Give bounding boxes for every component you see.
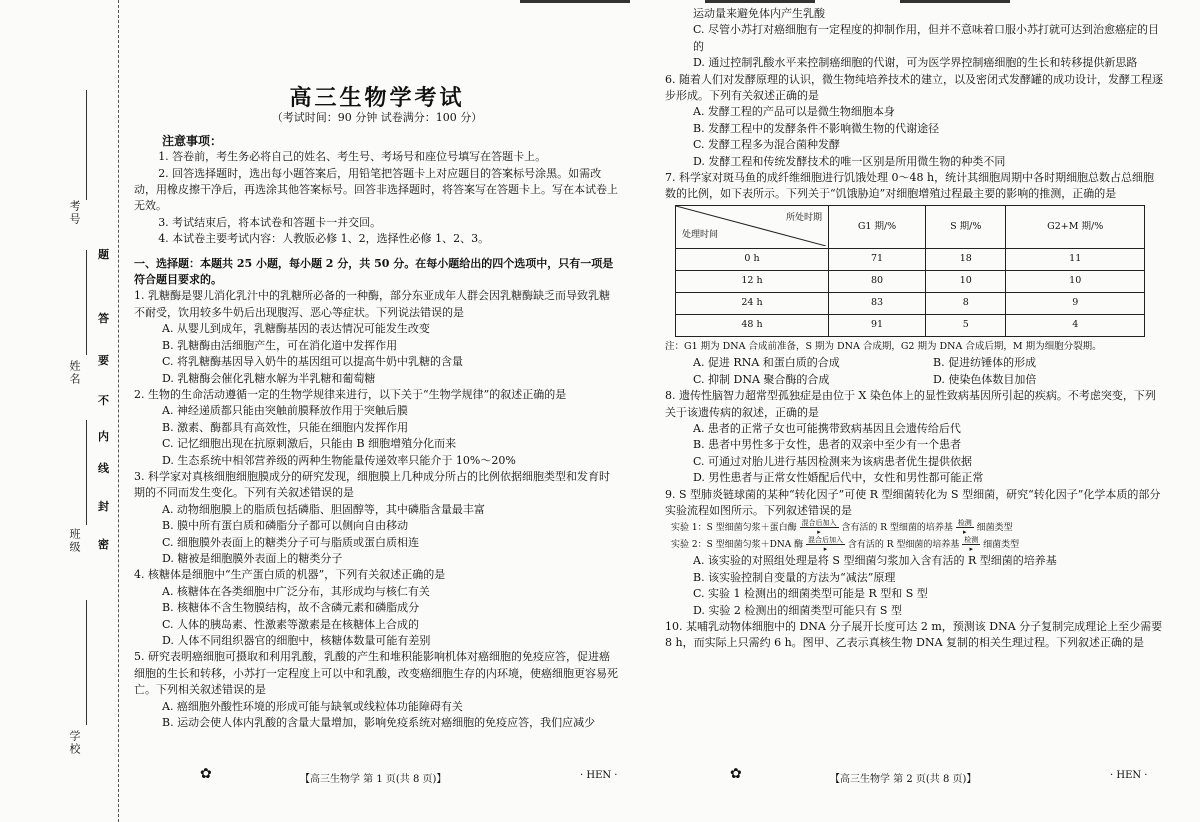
question-option: C. 实验 1 检测出的细菌类型可能是 R 型和 S 型 <box>693 587 928 601</box>
page-2 <box>665 6 1165 652</box>
question-option: C. 将乳糖酶基因导入奶牛的基因组可以提高牛奶中乳糖的含量 <box>162 355 464 369</box>
table-row <box>676 248 1145 270</box>
table-cell: 5 <box>926 314 1006 336</box>
question-option: C. 尽管小苏打对癌细胞有一定程度的抑制作用，但并不意味着口服小苏打就可达到治愈癌症的目的 <box>693 23 1160 53</box>
question-stem: 10. 某哺乳动物体细胞中的 DNA 分子展开长度可达 2 m，预测该 DNA 分子复制完成理论上至少需要 8 h，而实际上只需约 6 h。图甲、乙表示真核生物 DNA 复制的相关生理过程。下列叙述正确的是 <box>665 619 1163 650</box>
margin-field-school: 学校 <box>68 730 81 756</box>
question-6 <box>665 72 1165 170</box>
question-option: B. 患者中男性多于女性，患者的双亲中至少有一个患者 <box>693 438 962 452</box>
experiment-1-flow <box>665 519 1165 536</box>
exp-2-material: 实验 2：S 型细菌匀浆＋DNA 酶 <box>671 540 804 551</box>
publisher-logo-icon: ✿ <box>730 766 742 782</box>
question-7 <box>665 170 1165 388</box>
margin-field-name: 姓名 <box>68 360 81 386</box>
question-option: A. 发酵工程的产品可以是微生物细胞本身 <box>693 105 895 119</box>
school-underline <box>86 600 87 725</box>
table-cell: 91 <box>829 314 926 336</box>
notice-heading: 注意事项： <box>162 133 223 148</box>
exam-subtitle: （考试时间：90 分钟 试卷满分：100 分） <box>271 111 483 125</box>
question-option: D. 男性患者与正常女性婚配后代中，女性和男性都可能正常 <box>693 471 984 485</box>
notice-item: 1. 答卷前，考生务必将自己的姓名、考生号、考场号和座位号填写在答题卡上。 <box>158 150 547 164</box>
notice-item: 2. 回答选择题时，选出每小题答案后，用铅笔把答题卡上对应题目的答案标号涂黑。如需改动，用橡皮擦干净后，再选涂其他答案标号。回答非选择题时，将答案写在答题卡上。写在本试卷上无效。 <box>134 166 618 213</box>
question-option: A. 患者的正常子女也可能携带致病基因且会遗传给后代 <box>693 421 961 435</box>
page-2-footer: 【高三生物学 第 2 页(共 8 页)】 <box>830 774 977 785</box>
page-1-footer: 【高三生物学 第 1 页(共 8 页)】 <box>300 774 447 785</box>
question-stem: 4. 核糖体是细胞中“生产蛋白质的机器”，下列有关叙述正确的是 <box>134 568 446 582</box>
table-cell: 12 h <box>676 270 829 292</box>
question-option: C. 可通过对胎儿进行基因检测来为该病患者优生提供依据 <box>693 454 973 468</box>
table-cell: 8 <box>926 292 1006 314</box>
question-option: D. 通过控制乳酸水平来控制癌细胞的代谢，可为医学界控制癌细胞的生长和转移提供新思路 <box>693 56 1138 70</box>
exp-2-medium: 含有活的 R 型细菌的培养基 <box>847 540 960 551</box>
exam-title: 高三生物学考试 <box>289 85 465 111</box>
margin-field-exam-id: 考号 <box>68 200 81 226</box>
table-header: S 期/% <box>926 205 1006 248</box>
question-4 <box>134 567 620 649</box>
table-corner-cell <box>676 205 829 248</box>
question-option: C. 抑制 DNA 聚合酶的合成 <box>693 372 830 386</box>
exp-1-medium: 含有活的 R 型细菌的培养基 <box>841 523 953 534</box>
table-row <box>676 270 1145 292</box>
question-10 <box>665 619 1165 652</box>
question-option: C. 发酵工程多为混合菌种发酵 <box>693 138 841 152</box>
question-option: B. 促进纺锤体的形成 <box>933 356 1037 370</box>
question-option: D. 乳糖酶会催化乳糖水解为半乳糖和葡萄糖 <box>162 371 376 385</box>
table-header: G2+M 期/% <box>1006 205 1145 248</box>
question-option: A. 促进 RNA 和蛋白质的合成 <box>693 356 840 370</box>
question-option-continued: 运动量来避免体内产生乳酸 <box>693 7 825 20</box>
exp-1-result: 细菌类型 <box>976 523 1013 534</box>
table-header: G1 期/% <box>829 205 926 248</box>
exp-2-arrow: 混合后加入 ▸ <box>807 536 843 554</box>
question-stem: 1. 乳糖酶是婴儿消化乳汁中的乳糖所必备的一种酶，部分东亚成年人群会因乳糖酶缺乏而导致乳糖不耐受，饮用较多牛奶后出现腹泻、恶心等症状。下列说法错误的是 <box>134 289 610 319</box>
table-cell: 71 <box>829 248 926 270</box>
question-option: C. 人体的胰岛素、性激素等激素是在核糖体上合成的 <box>162 617 420 631</box>
question-option: A. 神经递质都只能由突触前膜释放作用于突触后膜 <box>162 404 408 418</box>
question-1 <box>134 288 620 386</box>
question-option: B. 激素、酶都具有高效性，只能在细胞内发挥作用 <box>162 420 409 434</box>
question-option: C. 记忆细胞出现在抗原刺激后，只能由 B 细胞增殖分化而来 <box>162 437 457 451</box>
seal-char: 题 <box>98 248 109 261</box>
notice-item: 4. 本试卷主要考试内容：人教版必修 1、2，选择性必修 1、2、3。 <box>158 232 490 246</box>
top-edge-mark <box>520 0 630 3</box>
table-cell: 48 h <box>676 314 829 336</box>
question-option: C. 细胞膜外表面上的糖类分子可与脂质或蛋白质相连 <box>162 535 420 549</box>
question-8 <box>665 388 1165 486</box>
arrow-label: 混合后加入 <box>807 536 843 545</box>
question-stem: 3. 科学家对真核细胞细胞膜成分的研究发现，细胞膜上几种成分所占的比例依据细胞类型和发育时期的不同而发生变化。下列有关叙述错误的是 <box>134 469 610 500</box>
corner-label-phase: 所处时期 <box>785 212 822 223</box>
question-option: D. 人体不同组织器官的细胞中，核糖体数量可能有差别 <box>162 634 431 647</box>
question-option: B. 运动会使人体内乳酸的含量大量增加，影响免疫系统对癌细胞的免疫应答，我们应减少 <box>162 716 596 730</box>
table-cell: 10 <box>1006 270 1145 292</box>
table-cell: 9 <box>1006 292 1145 314</box>
question-5 <box>134 649 620 731</box>
question-9 <box>665 487 1165 619</box>
question-stem: 5. 研究表明癌细胞可摄取和利用乳酸，乳酸的产生和堆积能影响机体对癌细胞的免疫应答，促进癌细胞的生长和转移，小苏打一定程度上可以中和乳酸，改变癌细胞生存的内环境，使癌细胞更容易死亡。下列相关叙述错误的是 <box>134 650 618 697</box>
question-option: B. 核糖体不含生物膜结构，故不含磷元素和磷脂成分 <box>162 601 420 615</box>
question-3 <box>134 469 620 567</box>
question-stem: 8. 遗传性脑智力超常型孤独症是由位于 X 染色体上的显性致病基因所引起的疾病。不考虑突变，下列关于该遗传病的叙述，正确的是 <box>665 389 1156 419</box>
exam-id-underline <box>86 90 87 200</box>
arrow-label: 检测 <box>964 536 979 545</box>
question-option: D. 发酵工程和传统发酵技术的唯一区别是所用微生物的种类不同 <box>693 154 1006 168</box>
seal-char: 内 <box>98 430 109 443</box>
cell-cycle-table <box>675 205 1145 337</box>
table-header-row <box>676 205 1145 248</box>
question-2 <box>134 387 620 469</box>
question-option: A. 核糖体在各类细胞中广泛分布，其形成均与核仁有关 <box>162 584 430 598</box>
page-1 <box>134 6 620 731</box>
question-option: D. 实验 2 检测出的细菌类型可能只有 S 型 <box>693 603 902 617</box>
exp-1-arrow-detect: 检测 ▸ <box>957 519 972 537</box>
seal-char: 答 <box>98 312 109 325</box>
option-row <box>665 355 1165 371</box>
question-option: D. 糖被是细胞膜外表面上的糖类分子 <box>162 551 343 565</box>
question-stem: 7. 科学家对斑马鱼的成纤维细胞进行饥饿处理 0～48 h，统计其细胞周期中各时期细胞总数占总细胞数的比例，如下表所示。下列关于“饥饿胁迫”对细胞增殖过程最主要的影响的推测，正确的是 <box>665 171 1155 201</box>
question-option: B. 发酵工程中的发酵条件不影响微生物的代谢途径 <box>693 121 940 135</box>
notice-item: 3. 考试结束后，将本试卷和答题卡一并交回。 <box>158 215 382 229</box>
question-option: A. 癌细胞外酸性环境的形成可能与缺氧或线粒体功能障碍有关 <box>162 699 463 713</box>
seal-char: 线 <box>98 462 109 475</box>
table-cell: 83 <box>829 292 926 314</box>
margin-field-class: 班级 <box>68 528 81 554</box>
question-option: A. 从婴儿到成年，乳糖酶基因的表达情况可能发生改变 <box>162 322 430 336</box>
exp-1-material: 实验 1：S 型细菌匀浆＋蛋白酶 <box>671 523 797 534</box>
seal-line <box>118 0 119 822</box>
page-2-code: · HEN · <box>1110 770 1148 781</box>
binding-margin <box>0 0 128 822</box>
question-option: B. 膜中所有蛋白质和磷脂分子都可以侧向自由移动 <box>162 519 409 533</box>
table-note: 注：G1 期为 DNA 合成前准备，S 期为 DNA 合成期，G2 期为 DNA 合成后期，M 期为细胞分裂期。 <box>665 340 1102 352</box>
question-option: A. 动物细胞膜上的脂质包括磷脂、胆固醇等，其中磷脂含量最丰富 <box>162 502 485 516</box>
question-option: D. 生态系统中相邻营养级的两种生物能量传递效率只能介于 10%～20% <box>162 453 516 467</box>
experiment-2-flow <box>665 536 1165 553</box>
question-stem: 9. S 型肺炎链球菌的某种“转化因子”可使 R 型细菌转化为 S 型细菌，研究“转化因子”化学本质的部分实验流程如图所示。下列叙述错误的是 <box>665 487 1161 517</box>
table-row <box>676 314 1145 336</box>
class-underline <box>86 420 87 525</box>
arrow-label: 检测 <box>957 519 972 528</box>
seal-char: 封 <box>98 500 109 513</box>
seal-char: 密 <box>98 538 109 551</box>
exp-1-arrow: 混合后加入 ▸ <box>801 519 837 537</box>
table-row <box>676 292 1145 314</box>
publisher-logo-icon: ✿ <box>200 766 212 782</box>
question-option: D. 使染色体数目加倍 <box>933 372 1037 386</box>
question-stem: 6. 随着人们对发酵原理的认识，微生物纯培养技术的建立，以及密闭式发酵罐的成功设计，发酵工程逐步形成。下列有关叙述正确的是 <box>665 72 1163 103</box>
question-stem: 2. 生物的生命活动遵循一定的生物学规律来进行，以下关于“生物学规律”的叙述正确的是 <box>134 387 567 401</box>
corner-label-time: 处理时间 <box>682 230 719 241</box>
page-1-code: · HEN · <box>580 770 618 781</box>
exp-2-result: 细菌类型 <box>983 540 1020 551</box>
top-edge-mark <box>900 0 1010 3</box>
table-cell: 10 <box>926 270 1006 292</box>
option-row <box>665 372 1165 388</box>
question-option: A. 该实验的对照组处理是将 S 型细菌匀浆加入含有活的 R 型细菌的培养基 <box>693 554 1057 568</box>
table-cell: 80 <box>829 270 926 292</box>
table-cell: 18 <box>926 248 1006 270</box>
name-underline <box>86 250 87 355</box>
arrow-label: 混合后加入 <box>801 519 837 528</box>
table-cell: 0 h <box>676 248 829 270</box>
question-option: B. 该实验控制自变量的方法为“减法”原理 <box>693 570 896 584</box>
table-cell: 4 <box>1006 314 1145 336</box>
seal-char: 不 <box>98 394 109 407</box>
top-edge-mark <box>705 0 815 3</box>
question-option: B. 乳糖酶由活细胞产生，可在消化道中发挥作用 <box>162 338 398 352</box>
table-cell: 24 h <box>676 292 829 314</box>
exp-2-arrow-detect: 检测 ▸ <box>964 536 979 554</box>
seal-char: 要 <box>98 354 109 367</box>
section-heading: 一、选择题：本题共 25 小题，每小题 2 分，共 50 分。在每小题给出的四个选项中，只有一项是符合题目要求的。 <box>134 256 614 287</box>
table-cell: 11 <box>1006 248 1145 270</box>
